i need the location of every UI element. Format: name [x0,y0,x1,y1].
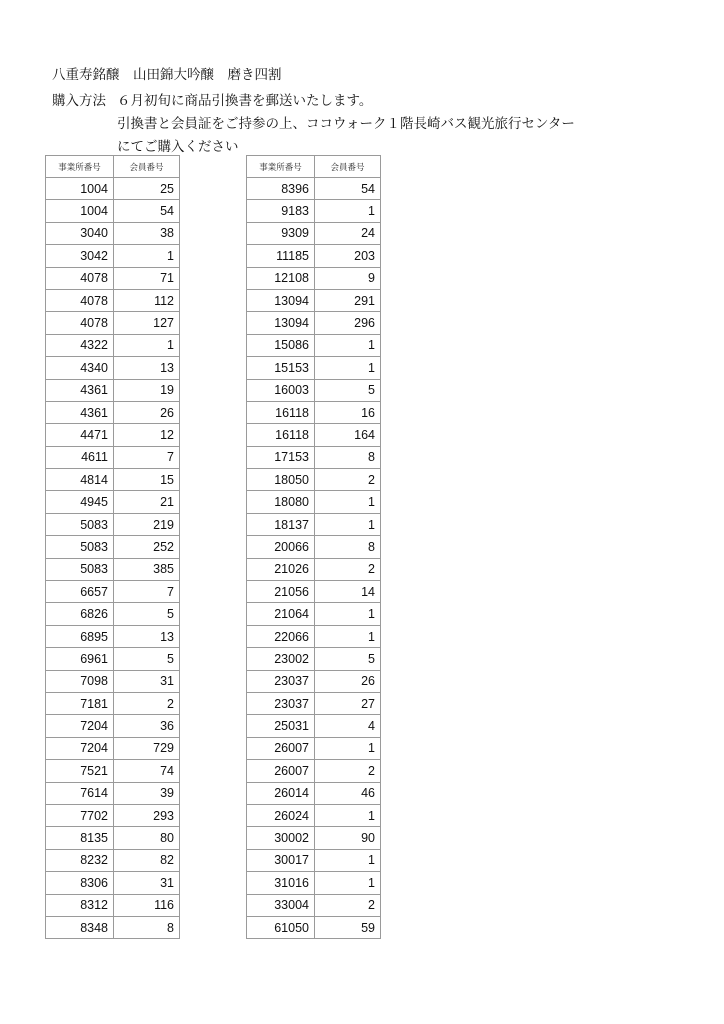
member-number-cell: 71 [114,267,180,289]
office-number-cell: 17153 [247,446,315,468]
office-number-cell: 21064 [247,603,315,625]
member-number-cell: 291 [315,289,381,311]
member-number-cell: 1 [315,804,381,826]
member-number-cell: 1 [315,872,381,894]
office-number-cell: 4611 [46,446,114,468]
member-number-cell: 54 [315,178,381,200]
member-number-cell: 7 [114,581,180,603]
office-number-cell: 4361 [46,401,114,423]
office-number-cell: 9309 [247,222,315,244]
member-number-cell: 5 [315,648,381,670]
office-number-cell: 1004 [46,200,114,222]
table-row [247,222,381,244]
office-number-header: 事業所番号 [247,156,315,178]
table-row [247,558,381,580]
member-number-cell: 16 [315,401,381,423]
table-row [46,267,180,289]
member-number-cell: 82 [114,849,180,871]
table-row [247,849,381,871]
office-number-cell: 5083 [46,513,114,535]
office-number-cell: 6826 [46,603,114,625]
office-number-cell: 4340 [46,357,114,379]
table-row [46,581,180,603]
member-number-cell: 36 [114,715,180,737]
member-number-cell: 24 [315,222,381,244]
member-table-right-body [247,178,381,939]
table-row [247,312,381,334]
office-number-cell: 21056 [247,581,315,603]
table-row [46,625,180,647]
table-row [46,245,180,267]
member-number-cell: 7 [114,446,180,468]
member-number-cell: 59 [315,916,381,938]
member-number-cell: 12 [114,424,180,446]
table-row [46,916,180,938]
office-number-cell: 1004 [46,178,114,200]
office-number-cell: 23037 [247,692,315,714]
table-row [247,513,381,535]
table-row [46,312,180,334]
member-number-cell: 1 [315,625,381,647]
table-row [247,536,381,558]
office-number-cell: 26007 [247,760,315,782]
purchase-method-line-2: 引換書と会員証をご持参の上、ココウォーク１階長崎バス観光旅行センター [117,116,575,132]
table-row [46,827,180,849]
member-number-cell: 252 [114,536,180,558]
table-row [46,446,180,468]
member-number-cell: 2 [114,692,180,714]
purchase-method-line-3: にてご購入ください [117,139,239,155]
office-number-cell: 22066 [247,625,315,647]
table-row [46,491,180,513]
table-row [46,200,180,222]
office-number-cell: 8232 [46,849,114,871]
table-row [46,357,180,379]
member-number-cell: 5 [114,603,180,625]
member-number-cell: 26 [315,670,381,692]
purchase-method-label: 購入方法 [52,93,106,109]
table-row [247,200,381,222]
table-row [247,424,381,446]
table-row [46,737,180,759]
member-number-cell: 2 [315,894,381,916]
table-row [46,424,180,446]
member-number-cell: 127 [114,312,180,334]
office-number-cell: 33004 [247,894,315,916]
member-number-cell: 39 [114,782,180,804]
table-row [247,379,381,401]
member-number-cell: 5 [114,648,180,670]
table-row [247,760,381,782]
table-row [247,581,381,603]
table-row [46,334,180,356]
office-number-cell: 4471 [46,424,114,446]
member-number-cell: 2 [315,558,381,580]
table-row [247,469,381,491]
table-header-row [46,156,180,178]
table-row [46,469,180,491]
table-row [247,872,381,894]
table-row [46,760,180,782]
member-number-cell: 74 [114,760,180,782]
member-number-cell: 293 [114,804,180,826]
table-row [46,715,180,737]
table-row [46,670,180,692]
office-number-cell: 9183 [247,200,315,222]
member-number-header: 会員番号 [315,156,381,178]
table-row [46,804,180,826]
table-row [247,289,381,311]
member-number-cell: 2 [315,760,381,782]
office-number-cell: 13094 [247,312,315,334]
table-row [46,603,180,625]
table-row [247,446,381,468]
office-number-cell: 11185 [247,245,315,267]
member-number-cell: 13 [114,357,180,379]
table-row [247,670,381,692]
table-row [46,178,180,200]
page-title: 八重寿銘醸 山田錦大吟醸 磨き四割 [52,67,282,83]
office-number-cell: 4078 [46,267,114,289]
office-number-cell: 30017 [247,849,315,871]
office-number-cell: 23002 [247,648,315,670]
member-number-cell: 90 [315,827,381,849]
office-number-cell: 3040 [46,222,114,244]
office-number-cell: 31016 [247,872,315,894]
member-table-left [45,155,180,939]
office-number-cell: 7204 [46,737,114,759]
member-number-cell: 26 [114,401,180,423]
member-number-cell: 8 [315,446,381,468]
office-number-cell: 4945 [46,491,114,513]
member-number-cell: 1 [315,357,381,379]
member-table-right [246,155,381,939]
member-table-left-body [46,178,180,939]
office-number-cell: 3042 [46,245,114,267]
table-row [247,603,381,625]
table-row [247,894,381,916]
office-number-cell: 7098 [46,670,114,692]
member-number-cell: 27 [315,692,381,714]
member-number-cell: 5 [315,379,381,401]
office-number-cell: 15086 [247,334,315,356]
member-number-cell: 15 [114,469,180,491]
office-number-cell: 26007 [247,737,315,759]
member-number-cell: 25 [114,178,180,200]
office-number-cell: 16118 [247,401,315,423]
table-row [46,692,180,714]
member-number-cell: 1 [114,245,180,267]
member-number-cell: 80 [114,827,180,849]
member-number-cell: 1 [114,334,180,356]
member-number-cell: 38 [114,222,180,244]
office-number-cell: 15153 [247,357,315,379]
office-number-cell: 6961 [46,648,114,670]
office-number-cell: 8348 [46,916,114,938]
office-number-cell: 4814 [46,469,114,491]
table-row [247,625,381,647]
table-row [247,491,381,513]
table-row [46,222,180,244]
member-number-cell: 54 [114,200,180,222]
office-number-cell: 30002 [247,827,315,849]
office-number-cell: 4078 [46,289,114,311]
office-number-cell: 26024 [247,804,315,826]
member-number-cell: 1 [315,513,381,535]
office-number-cell: 18137 [247,513,315,535]
member-number-cell: 1 [315,491,381,513]
table-row [247,692,381,714]
office-number-header: 事業所番号 [46,156,114,178]
office-number-cell: 8396 [247,178,315,200]
office-number-cell: 18080 [247,491,315,513]
table-row [247,267,381,289]
member-number-cell: 1 [315,603,381,625]
office-number-cell: 6657 [46,581,114,603]
member-number-cell: 164 [315,424,381,446]
table-row [247,737,381,759]
table-row [46,894,180,916]
member-number-cell: 31 [114,670,180,692]
member-number-cell: 296 [315,312,381,334]
office-number-cell: 4322 [46,334,114,356]
member-number-cell: 1 [315,849,381,871]
office-number-cell: 7614 [46,782,114,804]
member-number-cell: 21 [114,491,180,513]
member-number-cell: 46 [315,782,381,804]
member-number-header: 会員番号 [114,156,180,178]
table-row [46,401,180,423]
table-row [46,782,180,804]
office-number-cell: 26014 [247,782,315,804]
office-number-cell: 23037 [247,670,315,692]
table-row [247,715,381,737]
member-number-cell: 13 [114,625,180,647]
table-row [247,827,381,849]
office-number-cell: 8306 [46,872,114,894]
member-number-cell: 19 [114,379,180,401]
office-number-cell: 7702 [46,804,114,826]
office-number-cell: 4078 [46,312,114,334]
member-number-cell: 4 [315,715,381,737]
table-row [46,379,180,401]
office-number-cell: 16003 [247,379,315,401]
table-row [46,849,180,871]
member-number-cell: 112 [114,289,180,311]
member-number-cell: 8 [315,536,381,558]
office-number-cell: 61050 [247,916,315,938]
member-number-cell: 2 [315,469,381,491]
member-number-cell: 729 [114,737,180,759]
table-row [46,289,180,311]
member-number-cell: 14 [315,581,381,603]
office-number-cell: 7204 [46,715,114,737]
table-header-row [247,156,381,178]
office-number-cell: 8312 [46,894,114,916]
office-number-cell: 20066 [247,536,315,558]
member-number-cell: 203 [315,245,381,267]
table-row [46,648,180,670]
office-number-cell: 4361 [46,379,114,401]
office-number-cell: 25031 [247,715,315,737]
office-number-cell: 16118 [247,424,315,446]
office-number-cell: 7181 [46,692,114,714]
table-row [46,872,180,894]
table-row [46,536,180,558]
office-number-cell: 5083 [46,536,114,558]
member-number-cell: 9 [315,267,381,289]
table-row [46,513,180,535]
member-number-cell: 1 [315,737,381,759]
member-number-cell: 1 [315,200,381,222]
member-number-cell: 8 [114,916,180,938]
office-number-cell: 12108 [247,267,315,289]
table-row [247,804,381,826]
office-number-cell: 7521 [46,760,114,782]
office-number-cell: 21026 [247,558,315,580]
table-row [247,357,381,379]
table-row [46,558,180,580]
table-row [247,178,381,200]
member-number-cell: 31 [114,872,180,894]
office-number-cell: 8135 [46,827,114,849]
office-number-cell: 13094 [247,289,315,311]
member-number-cell: 116 [114,894,180,916]
table-row [247,782,381,804]
table-row [247,245,381,267]
office-number-cell: 18050 [247,469,315,491]
purchase-method-line-1: ６月初旬に商品引換書を郵送いたします。 [117,93,373,109]
member-number-cell: 385 [114,558,180,580]
office-number-cell: 5083 [46,558,114,580]
office-number-cell: 6895 [46,625,114,647]
table-row [247,916,381,938]
member-number-cell: 219 [114,513,180,535]
table-row [247,648,381,670]
table-row [247,401,381,423]
table-row [247,334,381,356]
member-number-cell: 1 [315,334,381,356]
